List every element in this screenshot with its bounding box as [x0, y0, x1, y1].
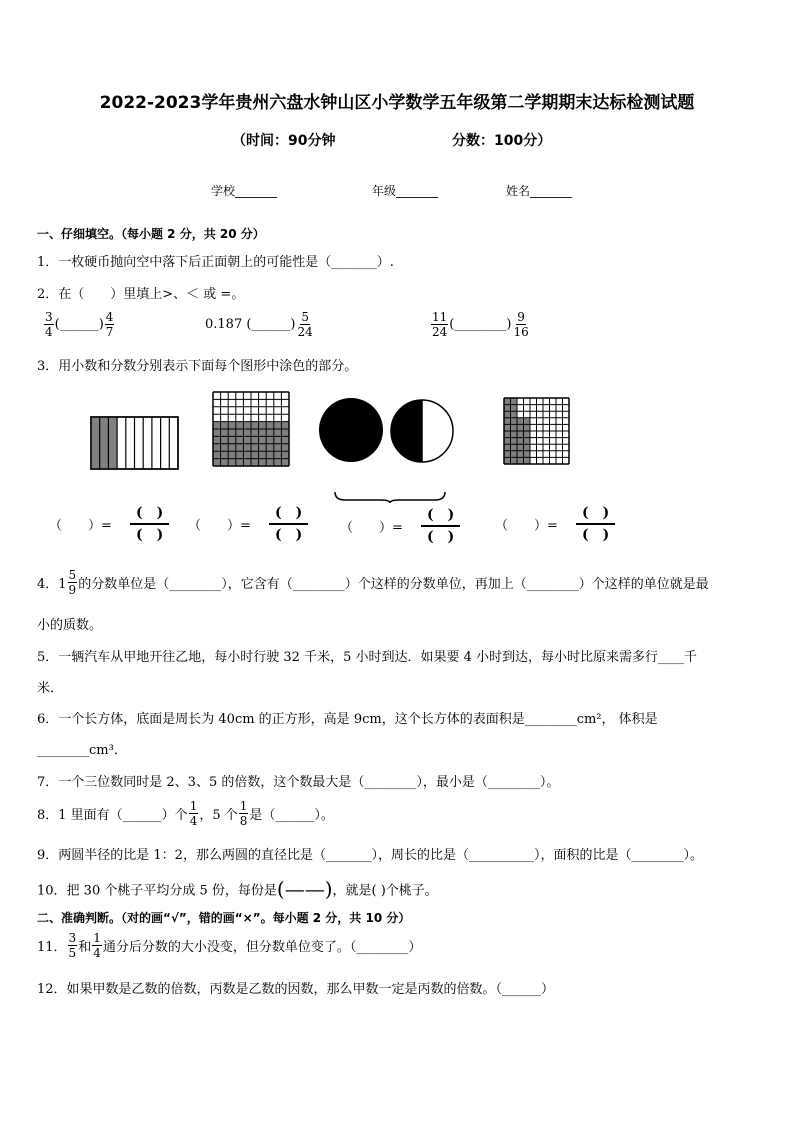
section-2-title: 二、准确判断。（对的画“√”，错的画“×”。每小题 2 分，共 10 分）	[37, 911, 411, 925]
grid-figure-2	[504, 398, 569, 464]
answer-1: （ ）= ( ) ( )	[49, 503, 169, 545]
grid-figure-1	[213, 392, 289, 466]
answer-2: （ ）= ( ) ( )	[188, 503, 308, 545]
compare-item-3	[430, 310, 531, 339]
fraction: $\frac{3}{4}$	[45, 310, 53, 339]
strip-figure	[91, 417, 178, 469]
question-4-cont: 小的质数。	[37, 618, 103, 633]
section-1-title: 一、仔细填空。（每小题 2 分，共 20 分）	[37, 227, 265, 241]
blank: (______)	[246, 317, 296, 332]
exam-score: 分数：100分）	[452, 133, 552, 149]
question-11: 11． $\frac{3}{5}$ 和 $\frac{1}{4}$ 通分后分数的大小没变，但分数单位变了。（________）	[37, 931, 422, 960]
exam-time: （时间：90分钟	[232, 133, 336, 149]
brace	[333, 490, 447, 504]
compare-item-2: 0.187 (______) $\frac{5}{24}$	[205, 310, 313, 339]
question-4: 4．1 $\frac{5}{9}$ 的分数单位是（________），它含有（________）个这样的分数单位，再加上（________）个这样的单位就是最	[37, 568, 709, 597]
question-2: 2．在（ ）里填上>、＜ 或 =。	[37, 287, 245, 302]
question-5: 5．一辆汽车从甲地开往乙地，每小时行驶 32 千米，5 小时到达．如果要 4 小时到达，每小时比原来需多行____千	[37, 650, 698, 665]
question-8: 8．1 里面有（______）个 $\frac{1}{4}$ ，5 个 $\frac{1}{8}$ 是（______）。	[37, 799, 334, 828]
school-field: 学校_______	[211, 184, 278, 198]
circle-full	[319, 398, 383, 462]
circle-half	[391, 400, 453, 462]
question-6-cont: ________cm³．	[37, 743, 127, 758]
fraction: $\frac{11}{24}$	[432, 310, 448, 339]
compare-item-1	[43, 310, 115, 339]
fraction: $\frac{4}{7}$	[105, 310, 114, 339]
question-6: 6．一个长方体，底面是周长为 40cm 的正方形，高是 9cm，这个长方体的表面积是________cm²， 体积是	[37, 712, 658, 727]
page-title: 2022-2023学年贵州六盘水钟山区小学数学五年级第二学期期末达标检测试题	[99, 93, 695, 113]
question-12: 12．如果甲数是乙数的倍数，丙数是乙数的因数，那么甲数一定是丙数的倍数。（______）	[37, 982, 555, 997]
question-1: 1．一枚硬币抛向空中落下后正面朝上的可能性是（_______）.	[37, 255, 394, 270]
fraction: $\frac{5}{24}$	[297, 310, 313, 339]
question-9: 9．两圆半径的比是 1：2，那么两圆的直径比是（_______），周长的比是（__________），面积的比是（________）。	[37, 848, 703, 863]
blank: (______)	[54, 317, 104, 332]
question-5-cont: 米．	[37, 681, 64, 696]
question-7: 7．一个三位数同时是 2、3、5 的倍数，这个数最大是（________），最小是（________）。	[37, 775, 560, 790]
shaded-figures	[0, 385, 794, 485]
answer-4: （ ）= ( ) ( )	[495, 503, 615, 545]
question-10: 10．把 30 个桃子平均分成 5 份，每份是(——)，就是( )个桃子。	[37, 877, 438, 901]
answer-3: （ ）= ( ) ( )	[340, 505, 460, 547]
blank: (________)	[449, 317, 512, 332]
name-field: 姓名_______	[506, 184, 573, 198]
fraction: $\frac{9}{16}$	[513, 310, 529, 339]
grade-field: 年级_______	[372, 184, 439, 198]
question-3: 3．用小数和分数分别表示下面每个图形中涂色的部分。	[37, 359, 358, 374]
